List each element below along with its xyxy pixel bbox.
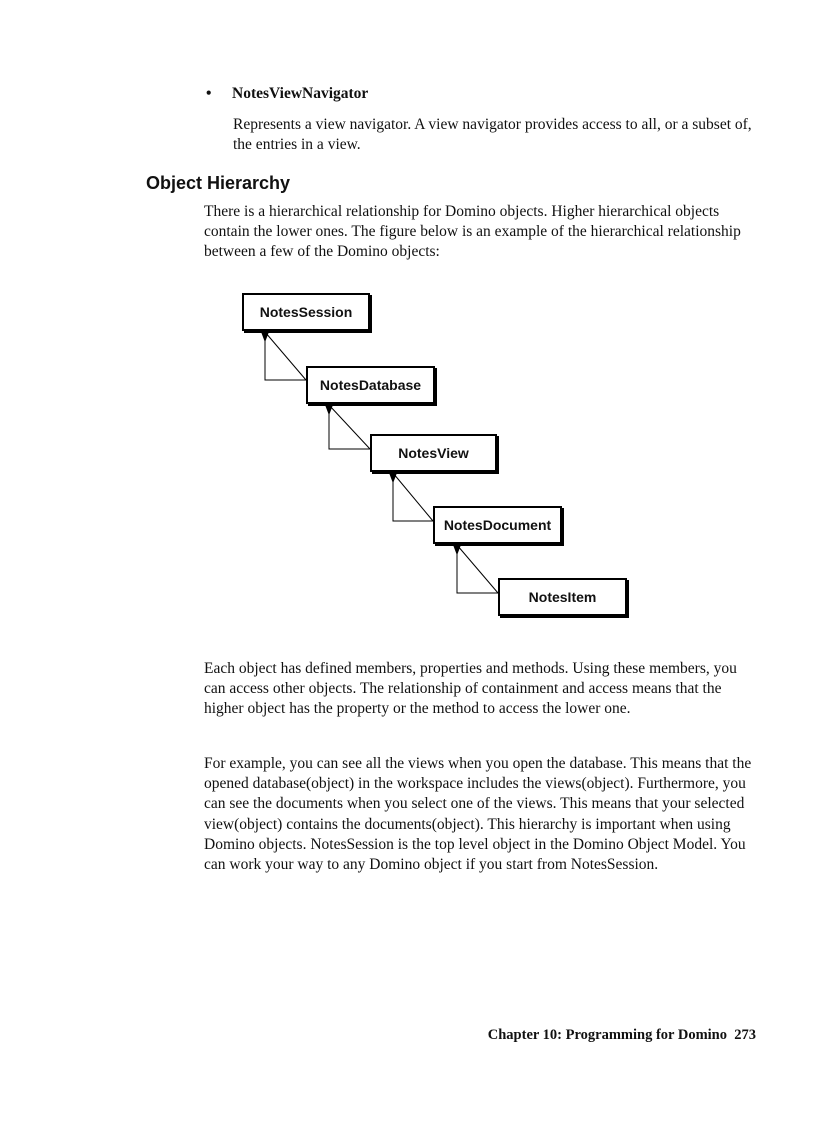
node-notes-database: NotesDatabase [306, 366, 435, 404]
page-number: 273 [734, 1027, 756, 1043]
connector-document-item [454, 545, 498, 593]
intro-paragraph: There is a hierarchical relationship for Domino objects. Higher hierarchical objects contain the lower ones. The figure below is an example of the hierarchical relationship between a few of the Domino objects: [204, 203, 741, 261]
node-notes-document: NotesDocument [433, 506, 562, 544]
bullet-item [206, 84, 368, 104]
running-title: Chapter 10: Programming for Domino [487, 1027, 727, 1043]
node-notes-item: NotesItem [498, 578, 627, 616]
connector-session-database [262, 332, 306, 380]
connector-view-document [390, 473, 433, 521]
node-notes-view: NotesView [370, 434, 497, 472]
node-notes-session: NotesSession [242, 293, 370, 331]
bullet-description: Represents a view navigator. A view navigator provides access to all, or a subset of, the entries in a view. [233, 116, 752, 153]
section-heading: Object Hierarchy [146, 173, 291, 193]
example-paragraph: For example, you can see all the views when you open the database. This means that the opened database(object) in the workspace includes the views(object). Furthermore, you can see the documents when you select one of the views. This means that your selected view(object) contains the documents(object). This hierarchy is important when using Domino objects. NotesSession is the top level object in the Domino Object Model. You can work your way to any Domino object if you start from NotesSession. [204, 755, 752, 874]
connector-database-view [326, 405, 370, 449]
members-paragraph: Each object has defined members, properties and methods. Using these members, you can access other objects. The relationship of containment and access means that the higher object has the property or the method to access the lower one. [204, 660, 737, 718]
bullet-marker: • [206, 85, 212, 102]
bullet-title: NotesViewNavigator [232, 85, 369, 102]
page-footer [420, 1025, 756, 1045]
